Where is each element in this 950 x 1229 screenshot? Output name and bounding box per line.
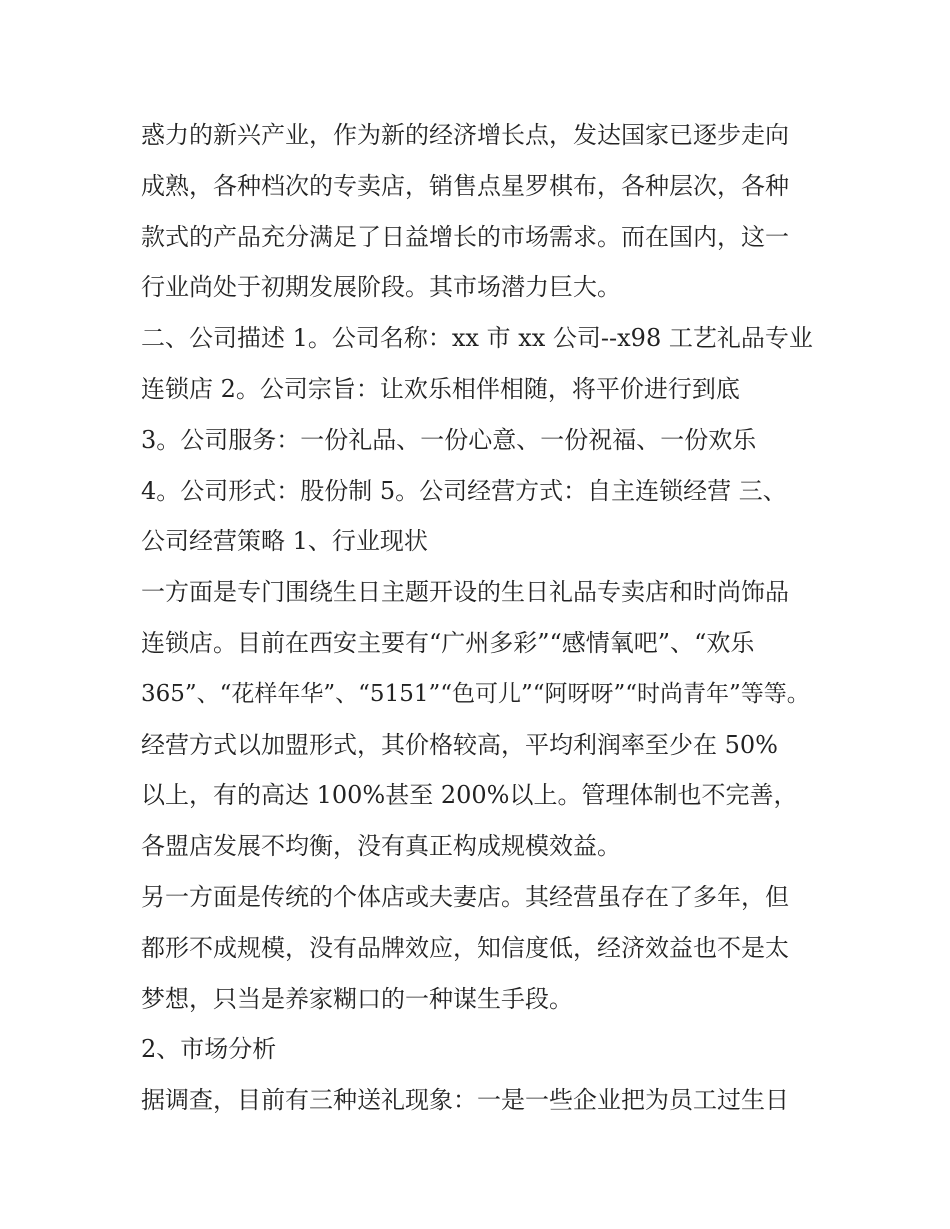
text-line: 2、市场分析 bbox=[141, 1035, 277, 1064]
text-line: 以上，有的高达 100%甚至 200%以上。管理体制也不完善， bbox=[141, 781, 798, 810]
text-line: 行业尚处于初期发展阶段。其市场潜力巨大。 bbox=[141, 273, 621, 302]
text-line: 款式的产品充分满足了日益增长的市场需求。而在国内，这一 bbox=[141, 222, 789, 251]
text-line: 据调查，目前有三种送礼现象：一是一些企业把为员工过生日 bbox=[141, 1086, 789, 1115]
text-line: 成熟，各种档次的专卖店，销售点星罗棋布，各种层次，各种 bbox=[141, 171, 789, 200]
text-line: 经营方式以加盟形式，其价格较高，平均利润率至少在 50% bbox=[141, 730, 778, 759]
text-line: 365”、“花样年华”、“5151”“色可儿”“阿呀呀”“时尚青年”等等。 bbox=[141, 680, 810, 707]
text-line: 二、公司描述 1。公司名称：xx 市 xx 公司--x98 工艺礼品专业 bbox=[141, 324, 813, 353]
text-line: 都形不成规模，没有品牌效应，知信度低，经济效益也不是太 bbox=[141, 933, 789, 962]
text-line: 公司经营策略 1、行业现状 bbox=[141, 527, 428, 556]
text-line: 一方面是专门围绕生日主题开设的生日礼品专卖店和时尚饰品 bbox=[141, 578, 789, 607]
text-line: 另一方面是传统的个体店或夫妻店。其经营虽存在了多年，但 bbox=[141, 882, 789, 911]
document-body bbox=[141, 110, 821, 1126]
text-line: 3。公司服务：一份礼品、一份心意、一份祝福、一份欢乐 bbox=[141, 425, 757, 454]
text-line: 4。公司形式：股份制 5。公司经营方式：自主连锁经营 三、 bbox=[141, 476, 787, 505]
text-line: 连锁店。目前在西安主要有“广州多彩”“感情氧吧”、“欢乐 bbox=[141, 628, 755, 657]
text-line: 梦想，只当是养家糊口的一种谋生手段。 bbox=[141, 984, 573, 1013]
text-line: 各盟店发展不均衡，没有真正构成规模效益。 bbox=[141, 832, 621, 861]
text-line: 连锁店 2。公司宗旨：让欢乐相伴相随，将平价进行到底 bbox=[141, 374, 740, 403]
text-line: 惑力的新兴产业，作为新的经济增长点，发达国家已逐步走向 bbox=[141, 121, 789, 149]
